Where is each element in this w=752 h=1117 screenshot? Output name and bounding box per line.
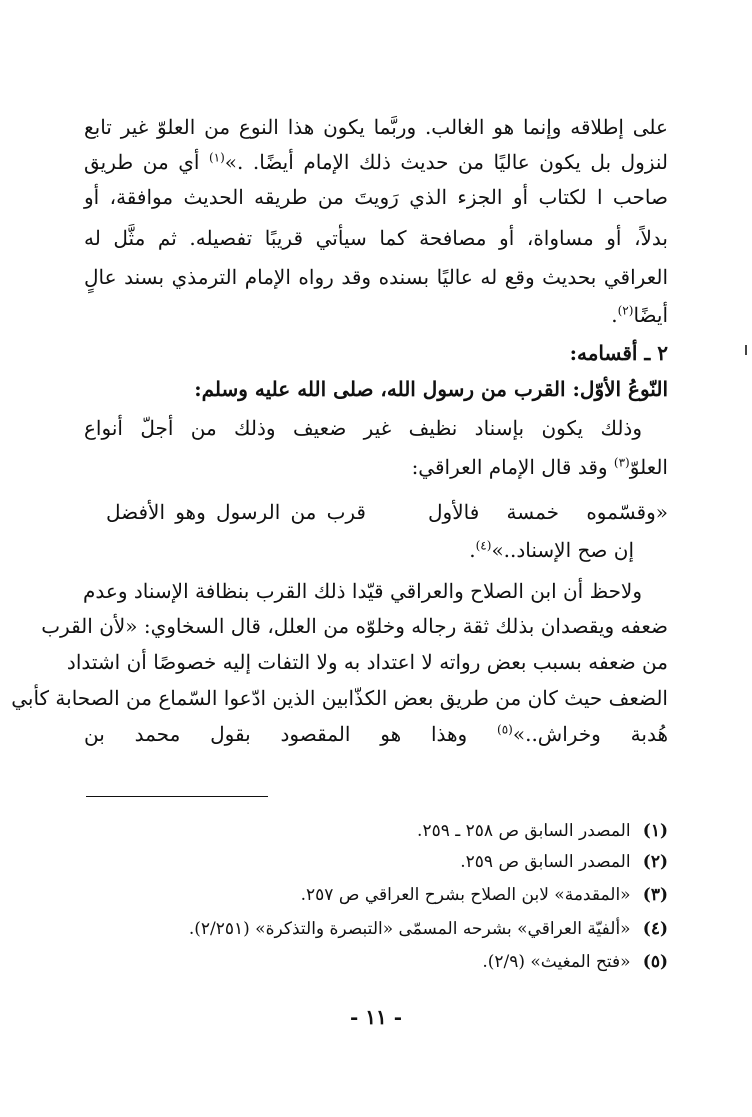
text-line-1: على إطلاقه وإنما هو الغالب. وربَّما يكون هذا النوع من العلوّ غير تابع	[84, 115, 668, 139]
footnote-5-number: (٥)	[642, 952, 668, 972]
text-line-4: بدلاً، أو مساواة، أو مصافحة كما سيأتي قريبًا تفصيله. ثم مثَّل له	[84, 226, 668, 250]
footnote-5-text: «فتح المغيث» (٢/٩).	[482, 952, 631, 972]
para2-line-3: من ضعفه بسبب بعض رواته لا اعتداد به ولا التفات إليه خصوصًا أن اشتداد	[66, 650, 668, 674]
footnote-1-text: المصدر السابق ص ٢٥٨ ـ ٢٥٩.	[417, 821, 631, 841]
type-1-heading: النّوعُ الأوّل: القرب من رسول الله، صلى الله عليه وسلم:	[194, 377, 668, 401]
text-line-6	[84, 300, 668, 330]
footnote-5	[84, 949, 668, 975]
footnote-1	[84, 818, 668, 844]
text-line-5: العراقي بحديث وقع له عاليًا بسنده وقد رواه الإمام الترمذي بسند عالٍ	[84, 265, 668, 289]
footnote-3-number: (٣)	[642, 885, 668, 905]
verse-line-2	[84, 535, 634, 565]
page-number: - ١١ -	[349, 1005, 402, 1029]
footnote-ref-4[interactable]: (٤)	[475, 538, 492, 553]
para2-line-5-start: هُدبة وخراش..»	[512, 722, 668, 746]
verse-line-2-end: .	[469, 538, 476, 562]
verse-line-2-text: إن صح الإسناد..»	[491, 538, 634, 562]
footnote-divider	[86, 796, 268, 797]
verse-hemistich-2: قرب من الرسول وهو الأفضل	[106, 500, 366, 524]
para2-line-2: ضعفه ويقصدان بذلك ثقة رجاله وخلوّه من العلل، قال السخاوي: «لأن القرب	[41, 614, 668, 638]
text-line-3: صاحب ا لكتاب أو الجزء الذي رَويتَ من طريقه الحديث موافقة، أو	[84, 185, 668, 209]
para2-line-1: ولاحظ أن ابن الصلاح والعراقي قيّدا ذلك القرب بنظافة الإسناد وعدم	[83, 579, 642, 603]
text-line-6-main: أيضًا	[633, 303, 668, 327]
text-line-6-tail: .	[611, 303, 618, 327]
text-line-2	[84, 147, 668, 177]
para1-line-2	[84, 452, 668, 482]
footnote-ref-5[interactable]: (٥)	[497, 722, 513, 737]
footnote-1-number: (١)	[642, 821, 668, 841]
footnote-4	[84, 916, 668, 942]
footnote-ref-1[interactable]: (١)	[208, 150, 225, 165]
text-line-2-main: لنزول بل يكون عاليًا من حديث ذلك الإمام أيضًا. .»	[224, 150, 668, 174]
footnote-3	[84, 882, 668, 908]
para2-line-5	[84, 719, 668, 749]
text-line-2-tail: أي من طريق	[84, 150, 209, 174]
footnote-2	[84, 849, 668, 875]
footnote-3-text: «المقدمة» لابن الصلاح بشرح العراقي ص ٢٥٧.	[300, 885, 631, 905]
footnote-2-text: المصدر السابق ص ٢٥٩.	[460, 852, 631, 872]
margin-mark	[745, 345, 747, 355]
footnote-4-number: (٤)	[642, 919, 668, 939]
verse-hemistich-1: «وقسّموه خمسة فالأول	[428, 500, 668, 524]
footnote-2-number: (٢)	[642, 852, 668, 872]
section-title: ٢ ـ أقسامه:	[569, 341, 668, 365]
footnote-ref-2[interactable]: (٢)	[617, 303, 634, 318]
para2-line-4: الضعف حيث كان من طريق بعض الكذّابين الذين ادّعوا السّماع من الصحابة كأبي	[11, 686, 668, 710]
para1-line-2-rest: وقد قال الإمام العراقي:	[411, 455, 614, 479]
footnote-ref-3[interactable]: (٣)	[613, 455, 630, 470]
para1-line-1: وذلك يكون بإسناد نظيف غير ضعيف وذلك من أجلّ أنواع	[84, 416, 642, 440]
footnote-4-text: «ألفيّة العراقي» بشرحه المسمّى «التبصرة والتذكرة» (٢/٢٥١).	[188, 919, 631, 939]
para2-line-5-rest: وهذا هو المقصود بقول محمد بن	[84, 722, 498, 746]
para1-line-2-start: العلوّ	[629, 455, 668, 479]
